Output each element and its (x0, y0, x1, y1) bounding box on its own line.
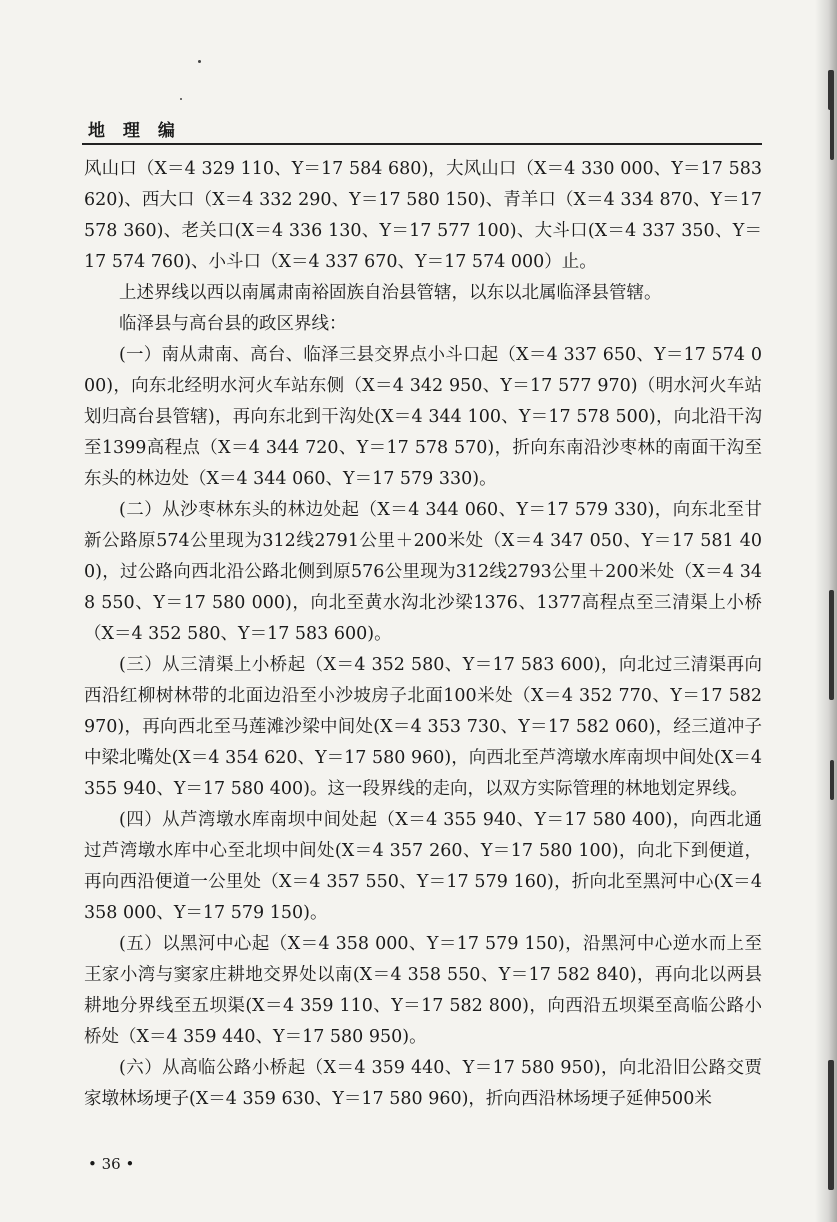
paragraph: (三）从三清渠上小桥起（X＝4 352 580、Y＝17 583 600)，向北过三清渠再向西沿红柳树林带的北面边沿至小沙坡房子北面100米处（X＝4 352 770、Y＝17 582 970)，再向西北至马莲滩沙梁中间处(X＝4 353 730、Y＝17 582 060)，经三道冲子中梁北嘴处(X＝4 354 620、Y＝17 580 960)，向西北至芦湾墩水库南坝中间处(X＝4 355 940、Y＝17 580 400)。这一段界线的走向，以双方实际管理的林地划定界线。 (84, 655, 762, 799)
scan-speck (198, 60, 201, 63)
scan-speck (180, 98, 182, 100)
header-rule (82, 143, 762, 145)
paragraph: (五）以黑河中心起（X＝4 358 000、Y＝17 579 150)，沿黑河中心逆水而上至王家小湾与窦家庄耕地交界处以南(X＝4 358 550、Y＝17 582 840)，再向北以两县耕地分界线至五坝渠(X＝4 359 110、Y＝17 582 800)，向西沿五坝渠至高临公路小桥处（X＝4 359 440、Y＝17 580 950)。 (84, 934, 762, 1047)
paragraph: (二）从沙枣林东头的林边处起（X＝4 344 060、Y＝17 579 330)，向东北至甘新公路原574公里现为312线2791公里＋200米处（X＝4 347 050、Y＝17 581 400)，过公路向西北沿公路北侧到原576公里现为312线2793公里＋200米处（X＝4 348 550、Y＝17 580 000)，向北至黄水沟北沙梁1376、1377高程点至三清渠上小桥（X＝4 352 580、Y＝17 583 600)。 (84, 500, 762, 644)
paragraph: 上述界线以西以南属肃南裕固族自治县管辖，以东以北属临泽县管辖。 (119, 283, 662, 303)
paragraph: (一）南从肃南、高台、临泽三县交界点小斗口起（X＝4 337 650、Y＝17 574 000)，向东北经明水河火车站东侧（X＝4 342 950、Y＝17 577 970)（明水河火车站划归高台县管辖)，再向东北到干沟处(X＝4 344 100、Y＝17 578 500)，向北沿干沟至1399高程点（X＝4 344 720、Y＝17 578 570)，折向东南沿沙枣林的南面干沟至东头的林边处（X＝4 344 060、Y＝17 579 330)。 (84, 345, 762, 489)
scan-edge-mark (830, 100, 834, 160)
section-title: 地 理 编 (88, 121, 181, 141)
scan-edge-mark (829, 590, 834, 700)
paragraph: 临泽县与高台县的政区界线： (119, 314, 347, 334)
scan-edge-mark (828, 1060, 834, 1190)
paragraph: 风山口（X＝4 329 110、Y＝17 584 680)，大风山口（X＝4 330 000、Y＝17 583 620)、西大口（X＝4 332 290、Y＝17 580 150)、青羊口（X＝4 334 870、Y＝17 578 360)、老关口(X＝4 336 130、Y＝17 577 100)、大斗口(X＝4 337 350、Y＝17 574 760)、小斗口（X＝4 337 670、Y＝17 574 000）止。 (84, 159, 762, 272)
body-text (84, 154, 762, 1115)
page-number: • 36 • (88, 1155, 135, 1173)
scan-edge-mark (830, 760, 834, 800)
paragraph: (四）从芦湾墩水库南坝中间处起（X＝4 355 940、Y＝17 580 400)，向西北通过芦湾墩水库中心至北坝中间处(X＝4 357 260、Y＝17 580 100)，向北下到便道，再向西沿便道一公里处（X＝4 357 550、Y＝17 579 160)，折向北至黑河中心(X＝4 358 000、Y＝17 579 150)。 (84, 810, 762, 923)
paragraph: (六）从高临公路小桥起（X＝4 359 440、Y＝17 580 950)，向北沿旧公路交贾家墩林场埂子(X＝4 359 630、Y＝17 580 960)，折向西沿林场埂子延伸500米 (84, 1058, 762, 1109)
